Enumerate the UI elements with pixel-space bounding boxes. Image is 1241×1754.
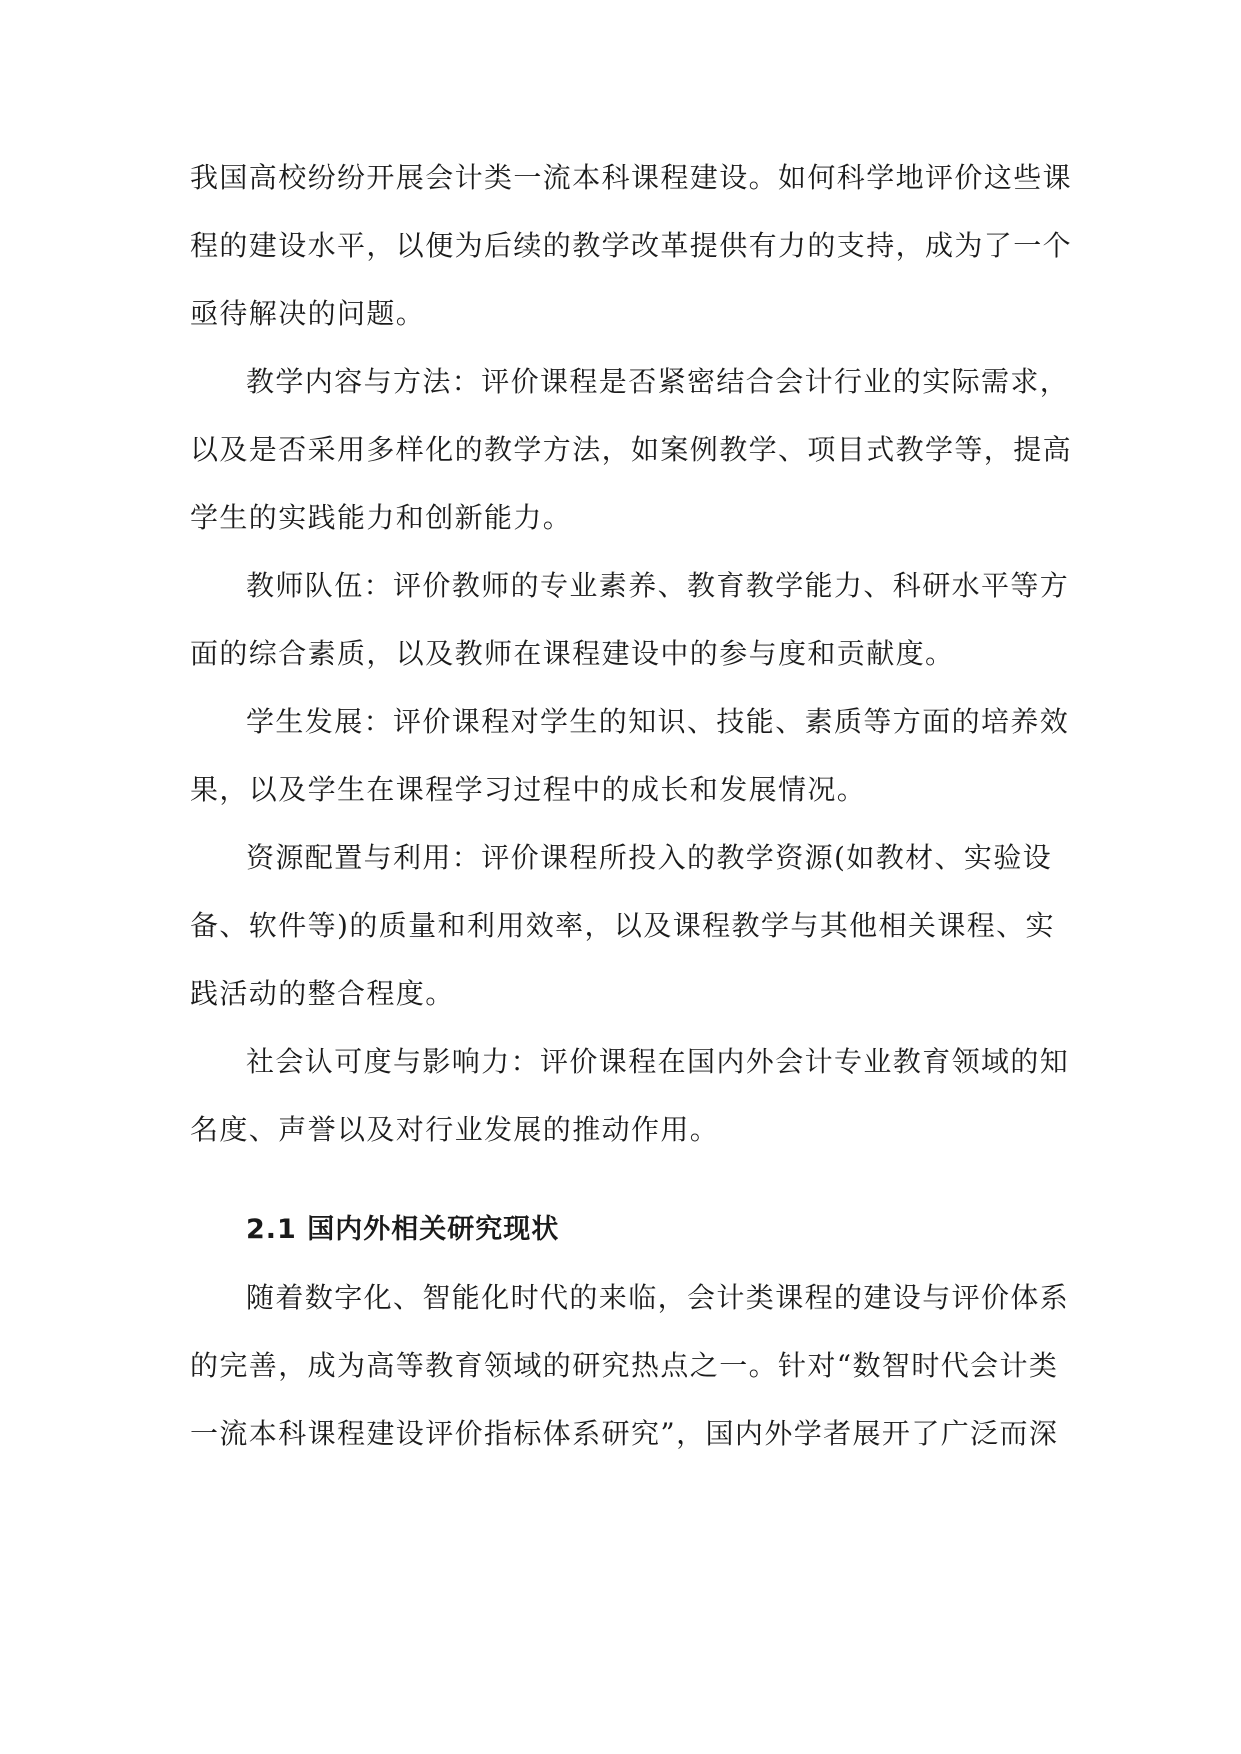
paragraph-resource-allocation (190, 824, 1055, 1028)
paragraph-student-development (190, 688, 1070, 824)
paragraph-social-recognition (190, 1028, 1070, 1164)
text-line: 我国高校纷纷开展会计类一流本科课程建设。如何科学地评价这些课 (190, 161, 1073, 194)
text-line: 程的建设水平，以便为后续的教学改革提供有力的支持，成为了一个 (190, 229, 1073, 262)
text-line: 践活动的整合程度。 (190, 977, 455, 1010)
paragraph-intro (190, 144, 1073, 348)
text-line: 社会认可度与影响力：评价课程在国内外会计专业教育领域的知 (246, 1045, 1070, 1078)
text-line: 随着数字化、智能化时代的来临，会计类课程的建设与评价体系 (246, 1281, 1070, 1314)
text-line: 学生的实践能力和创新能力。 (190, 501, 573, 534)
text-line: 亟待解决的问题。 (190, 297, 426, 330)
text-line: 一流本科课程建设评价指标体系研究”，国内外学者展开了广泛而深 (190, 1417, 1059, 1450)
text-line: 面的综合素质，以及教师在课程建设中的参与度和贡献度。 (190, 637, 955, 670)
text-line: 名度、声誉以及对行业发展的推动作用。 (190, 1113, 720, 1146)
text-line: 以及是否采用多样化的教学方法，如案例教学、项目式教学等，提高 (190, 433, 1073, 466)
document-page (190, 144, 1073, 1468)
paragraph-teaching-content (190, 348, 1073, 552)
section-heading: 2.1 国内外相关研究现状 (246, 1214, 560, 1245)
text-line: 学生发展：评价课程对学生的知识、技能、素质等方面的培养效 (246, 705, 1070, 738)
text-line: 教学内容与方法：评价课程是否紧密结合会计行业的实际需求， (246, 365, 1070, 398)
text-line: 果，以及学生在课程学习过程中的成长和发展情况。 (190, 773, 867, 806)
text-line: 备、软件等)的质量和利用效率，以及课程教学与其他相关课程、实 (190, 909, 1055, 942)
text-line: 的完善，成为高等教育领域的研究热点之一。针对“数智时代会计类 (190, 1349, 1059, 1382)
text-line: 教师队伍：评价教师的专业素养、教育教学能力、科研水平等方 (246, 569, 1070, 602)
text-line: 资源配置与利用：评价课程所投入的教学资源(如教材、实验设 (246, 841, 1053, 874)
paragraph-research-status (190, 1264, 1070, 1468)
paragraph-teaching-staff (190, 552, 1070, 688)
